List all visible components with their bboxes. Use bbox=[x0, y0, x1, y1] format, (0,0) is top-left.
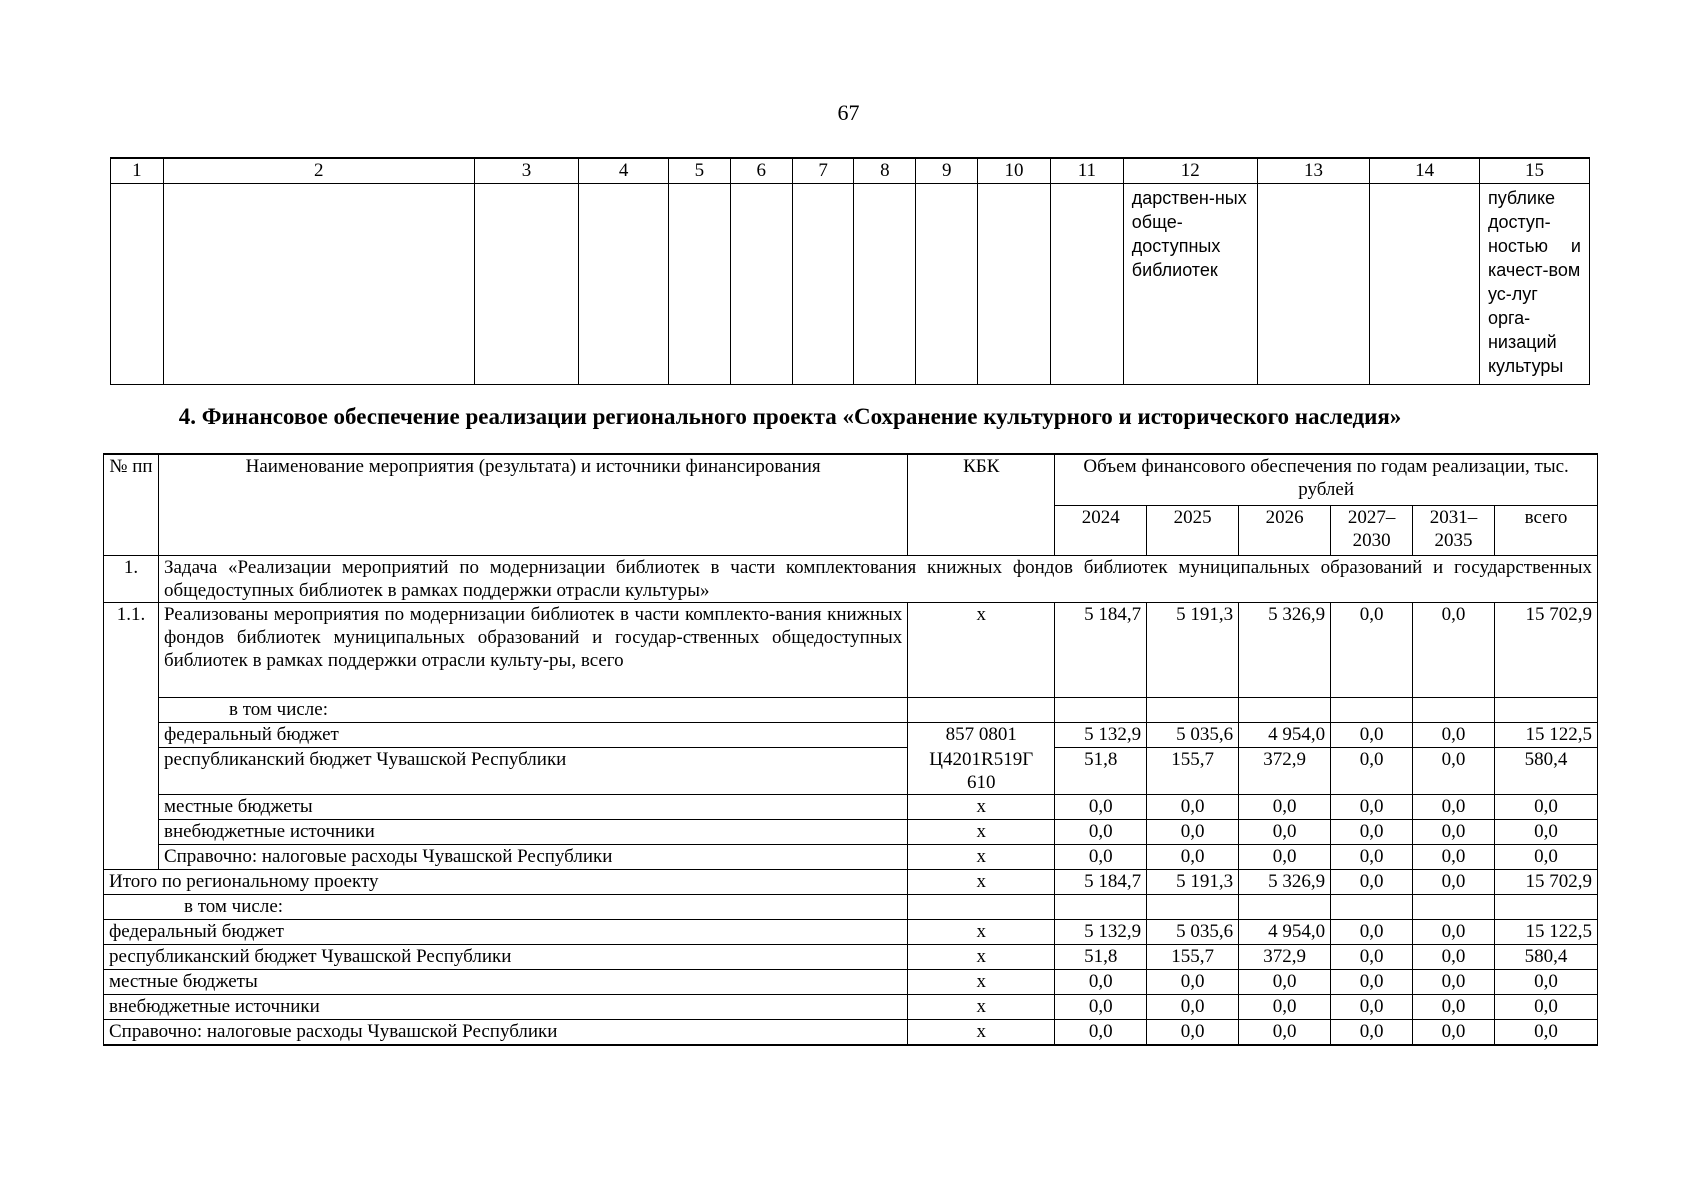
value-cell: 155,7 bbox=[1147, 945, 1239, 970]
value-cell: 0,0 bbox=[1495, 995, 1598, 1020]
source-row bbox=[104, 723, 1598, 748]
value-cell: 15 702,9 bbox=[1495, 603, 1598, 698]
empty-cell bbox=[163, 184, 474, 385]
value-cell: 155,7 bbox=[1147, 748, 1239, 795]
value-cell: 0,0 bbox=[1495, 845, 1598, 870]
col-number: 1 bbox=[111, 158, 164, 184]
col-number: 12 bbox=[1123, 158, 1257, 184]
value-cell: 4 954,0 bbox=[1239, 723, 1331, 748]
value-cell: 0,0 bbox=[1331, 970, 1413, 995]
source-row bbox=[104, 820, 1598, 845]
source-kbk: 857 0801 bbox=[908, 723, 1055, 748]
value-cell: 372,9 bbox=[1239, 748, 1331, 795]
value-cell: 372,9 bbox=[1239, 945, 1331, 970]
col-number: 3 bbox=[474, 158, 579, 184]
value-cell: 0,0 bbox=[1413, 603, 1495, 698]
value-cell: 0,0 bbox=[1413, 920, 1495, 945]
value-cell: 0,0 bbox=[1413, 723, 1495, 748]
value-cell: 0,0 bbox=[1413, 970, 1495, 995]
value-cell: 0,0 bbox=[1055, 795, 1147, 820]
value-cell: 0,0 bbox=[1147, 820, 1239, 845]
task-number: 1. bbox=[104, 556, 159, 603]
value-cell: 0,0 bbox=[1331, 795, 1413, 820]
total-source-row bbox=[104, 945, 1598, 970]
value-cell: 5 132,9 bbox=[1055, 920, 1147, 945]
header-name: Наименование мероприятия (результата) и источники финансирования bbox=[158, 454, 907, 556]
value-cell: 580,4 bbox=[1495, 748, 1598, 795]
empty-cell bbox=[1370, 184, 1480, 385]
value-cell: 0,0 bbox=[1495, 820, 1598, 845]
value-cell: 0,0 bbox=[1331, 920, 1413, 945]
value-cell: 5 326,9 bbox=[1239, 870, 1331, 895]
col-number: 6 bbox=[730, 158, 792, 184]
header-row bbox=[104, 454, 1598, 506]
col-number: 15 bbox=[1479, 158, 1589, 184]
value-cell: 0,0 bbox=[1055, 995, 1147, 1020]
source-kbk: х bbox=[908, 995, 1055, 1020]
col-number: 10 bbox=[978, 158, 1051, 184]
value-cell: 5 132,9 bbox=[1055, 723, 1147, 748]
value-cell: 5 035,6 bbox=[1147, 920, 1239, 945]
including-row bbox=[104, 895, 1598, 920]
source-name: республиканский бюджет Чувашской Республики bbox=[104, 945, 908, 970]
value-cell: 0,0 bbox=[1331, 945, 1413, 970]
value-cell: 0,0 bbox=[1055, 820, 1147, 845]
col-number: 4 bbox=[579, 158, 669, 184]
source-kbk: Ц4201R519Г 610 bbox=[908, 748, 1055, 795]
header-year: 2026 bbox=[1239, 506, 1331, 556]
value-cell: 51,8 bbox=[1055, 748, 1147, 795]
header-year: 2024 bbox=[1055, 506, 1147, 556]
value-cell: 0,0 bbox=[1147, 1020, 1239, 1046]
value-cell: 0,0 bbox=[1413, 795, 1495, 820]
value-cell: 0,0 bbox=[1331, 870, 1413, 895]
value-cell: 0,0 bbox=[1147, 845, 1239, 870]
empty-cell bbox=[474, 184, 579, 385]
source-name: федеральный бюджет bbox=[158, 723, 907, 748]
total-source-row bbox=[104, 970, 1598, 995]
source-kbk: х bbox=[908, 920, 1055, 945]
header-year: 2031–2035 bbox=[1413, 506, 1495, 556]
column-number-row bbox=[111, 158, 1590, 184]
source-name: внебюджетные источники bbox=[104, 995, 908, 1020]
value-cell: 0,0 bbox=[1413, 870, 1495, 895]
value-cell: 0,0 bbox=[1239, 1020, 1331, 1046]
total-source-row bbox=[104, 995, 1598, 1020]
item-name: Реализованы мероприятия по модернизации библиотек в части комплекто-вания книжных фондов библиотек муниципальных образований и государ-ственных общедоступных библиотек в рамках поддержки отрасли культу-ры, всего bbox=[158, 603, 907, 698]
value-cell: 0,0 bbox=[1147, 795, 1239, 820]
source-row bbox=[104, 795, 1598, 820]
item-row bbox=[104, 603, 1598, 698]
value-cell: 0,0 bbox=[1413, 820, 1495, 845]
value-cell: 15 702,9 bbox=[1495, 870, 1598, 895]
value-cell: 580,4 bbox=[1495, 945, 1598, 970]
continuation-row bbox=[111, 184, 1590, 385]
value-cell: 0,0 bbox=[1147, 995, 1239, 1020]
value-cell: 0,0 bbox=[1331, 748, 1413, 795]
including-label: в том числе: bbox=[104, 895, 908, 920]
empty-cell bbox=[1050, 184, 1123, 385]
total-source-row bbox=[104, 920, 1598, 945]
value-cell: 5 035,6 bbox=[1147, 723, 1239, 748]
source-row bbox=[104, 748, 1598, 795]
value-cell: 0,0 bbox=[1239, 845, 1331, 870]
value-cell: 0,0 bbox=[1413, 995, 1495, 1020]
value-cell: 0,0 bbox=[1331, 603, 1413, 698]
value-cell: 0,0 bbox=[1239, 995, 1331, 1020]
col12-text: дарствен-ных обще-доступных библиотек bbox=[1123, 184, 1257, 385]
col-number: 13 bbox=[1257, 158, 1370, 184]
col-number: 5 bbox=[669, 158, 731, 184]
value-cell: 5 326,9 bbox=[1239, 603, 1331, 698]
including-label: в том числе: bbox=[158, 698, 907, 723]
value-cell: 0,0 bbox=[1413, 1020, 1495, 1046]
header-kbk: КБК bbox=[908, 454, 1055, 556]
empty-cell bbox=[854, 184, 916, 385]
financial-table bbox=[103, 453, 1598, 1046]
value-cell: 0,0 bbox=[1147, 970, 1239, 995]
value-cell: 15 122,5 bbox=[1495, 920, 1598, 945]
including-row bbox=[104, 698, 1598, 723]
total-kbk: х bbox=[908, 870, 1055, 895]
item-kbk: х bbox=[908, 603, 1055, 698]
value-cell: 0,0 bbox=[1055, 845, 1147, 870]
col15-text: публике доступ-ностью и качест-вом ус-луг орга-низаций культуры bbox=[1479, 184, 1589, 385]
value-cell: 4 954,0 bbox=[1239, 920, 1331, 945]
source-kbk: х bbox=[908, 820, 1055, 845]
empty-cell bbox=[792, 184, 854, 385]
header-num: № пп bbox=[104, 454, 159, 556]
page-number: 67 bbox=[837, 100, 860, 125]
source-name: местные бюджеты bbox=[104, 970, 908, 995]
source-name: внебюджетные источники bbox=[158, 820, 907, 845]
total-source-row bbox=[104, 1020, 1598, 1046]
value-cell: 0,0 bbox=[1055, 1020, 1147, 1046]
value-cell: 5 191,3 bbox=[1147, 603, 1239, 698]
empty-cell bbox=[1257, 184, 1370, 385]
source-name: местные бюджеты bbox=[158, 795, 907, 820]
col-number: 9 bbox=[916, 158, 978, 184]
col-number: 8 bbox=[854, 158, 916, 184]
header-volume: Объем финансового обеспечения по годам реализации, тыс. рублей bbox=[1055, 454, 1598, 506]
value-cell: 5 184,7 bbox=[1055, 603, 1147, 698]
source-row bbox=[104, 845, 1598, 870]
col-number: 7 bbox=[792, 158, 854, 184]
item-number: 1.1. bbox=[104, 603, 159, 870]
value-cell: 0,0 bbox=[1413, 748, 1495, 795]
continuation-table bbox=[110, 157, 1590, 385]
header-year: 2027–2030 bbox=[1331, 506, 1413, 556]
col-number: 14 bbox=[1370, 158, 1480, 184]
source-kbk: х bbox=[908, 970, 1055, 995]
empty-cell bbox=[916, 184, 978, 385]
value-cell: 0,0 bbox=[1413, 945, 1495, 970]
value-cell: 0,0 bbox=[1495, 1020, 1598, 1046]
col-number: 2 bbox=[163, 158, 474, 184]
total-name: Итого по региональному проекту bbox=[104, 870, 908, 895]
section-title: 4. Финансовое обеспечение реализации регионального проекта «Сохранение культурного и исторического наследия» bbox=[178, 404, 1402, 429]
source-name: Справочно: налоговые расходы Чувашской Республики bbox=[158, 845, 907, 870]
value-cell: 0,0 bbox=[1331, 845, 1413, 870]
value-cell: 0,0 bbox=[1495, 795, 1598, 820]
source-kbk: х bbox=[908, 945, 1055, 970]
value-cell: 0,0 bbox=[1331, 723, 1413, 748]
source-kbk: х bbox=[908, 845, 1055, 870]
empty-cell bbox=[111, 184, 164, 385]
value-cell: 0,0 bbox=[1239, 795, 1331, 820]
value-cell: 0,0 bbox=[1413, 845, 1495, 870]
header-year: 2025 bbox=[1147, 506, 1239, 556]
value-cell: 0,0 bbox=[1239, 820, 1331, 845]
header-year-total: всего bbox=[1495, 506, 1598, 556]
value-cell: 0,0 bbox=[1239, 970, 1331, 995]
source-name: Справочно: налоговые расходы Чувашской Республики bbox=[104, 1020, 908, 1046]
empty-cell bbox=[579, 184, 669, 385]
value-cell: 51,8 bbox=[1055, 945, 1147, 970]
value-cell: 0,0 bbox=[1495, 970, 1598, 995]
source-name: республиканский бюджет Чувашской Республики bbox=[158, 748, 907, 795]
value-cell: 0,0 bbox=[1331, 1020, 1413, 1046]
source-name: федеральный бюджет bbox=[104, 920, 908, 945]
value-cell: 0,0 bbox=[1331, 995, 1413, 1020]
col-number: 11 bbox=[1050, 158, 1123, 184]
total-row bbox=[104, 870, 1598, 895]
task-row bbox=[104, 556, 1598, 603]
source-kbk: х bbox=[908, 1020, 1055, 1046]
source-kbk: х bbox=[908, 795, 1055, 820]
empty-cell bbox=[730, 184, 792, 385]
empty-cell bbox=[669, 184, 731, 385]
value-cell: 5 191,3 bbox=[1147, 870, 1239, 895]
value-cell: 5 184,7 bbox=[1055, 870, 1147, 895]
value-cell: 0,0 bbox=[1331, 820, 1413, 845]
value-cell: 0,0 bbox=[1055, 970, 1147, 995]
value-cell: 15 122,5 bbox=[1495, 723, 1598, 748]
task-text: Задача «Реализации мероприятий по модернизации библиотек в части комплектования книжных фондов библиотек муниципальных образований и государственных общедоступных библиотек в рамках поддержки отрасли культуры» bbox=[158, 556, 1597, 603]
empty-cell bbox=[978, 184, 1051, 385]
